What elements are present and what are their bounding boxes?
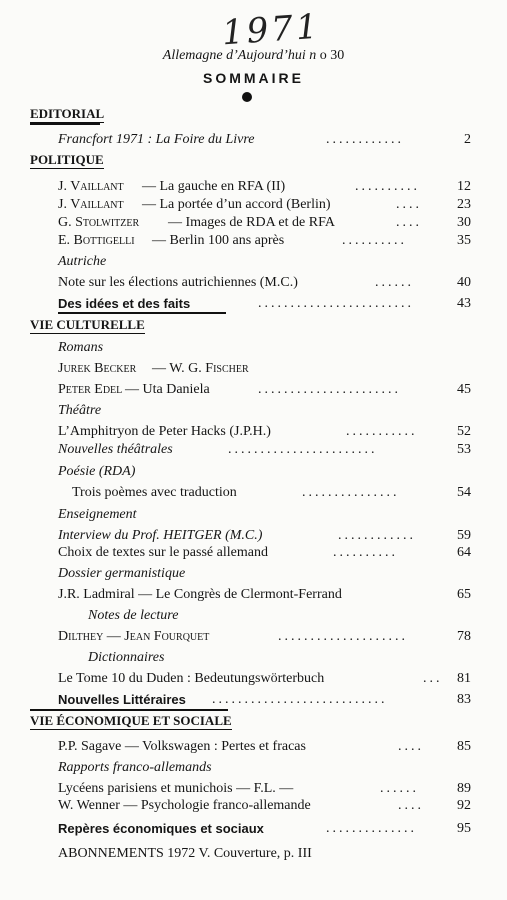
entry-leader: ......	[375, 275, 414, 290]
entry-page: 35	[457, 233, 471, 248]
entry-leader: ..........	[342, 233, 407, 248]
entry-title: — La portée d’un accord (Berlin)	[142, 197, 331, 212]
subheading-text: Dictionnaires	[88, 650, 165, 665]
toc-entry	[0, 543, 507, 563]
entry-leader: ....	[396, 197, 422, 212]
entry-leader: ...........................	[212, 692, 388, 707]
issue-line	[0, 48, 507, 64]
subheading-text: Enseignement	[58, 507, 137, 522]
section-editorial: EDITORIAL	[30, 106, 105, 121]
toc-entry	[0, 737, 507, 757]
entry-page: 64	[457, 545, 471, 560]
entry-title: Des idées et des faits	[58, 296, 191, 311]
toc-subheading	[0, 606, 507, 626]
entry-title: — W. G. Fischer	[152, 361, 249, 376]
entry-leader: ............	[338, 528, 416, 543]
toc-entry	[0, 294, 507, 314]
toc-subheading	[0, 462, 507, 482]
subheading-text: Notes de lecture	[88, 608, 179, 623]
issue-number: o 30	[319, 48, 345, 63]
entry-author: G. Stolwitzer	[58, 215, 140, 230]
toc-entry	[0, 585, 507, 605]
entry-title: L’Amphitryon de Peter Hacks (J.P.H.)	[58, 424, 271, 439]
entry-title: J.R. Ladmiral — Le Congrès de Clermont-Ferrand	[58, 587, 342, 602]
subheading-text: Dossier germanistique	[58, 566, 186, 581]
entry-author: Jurek Becker	[58, 361, 137, 376]
entry-page: 95	[457, 821, 471, 836]
entry-leader: ...............	[302, 485, 400, 500]
entry-page: 53	[457, 442, 471, 457]
entry-title: Interview du Prof. HEITGER (M.C.)	[58, 528, 263, 543]
entry-leader: ....	[398, 798, 424, 813]
entry-title: W. Wenner — Psychologie franco-allemande	[58, 798, 311, 813]
subheading-text: Rapports franco-allemands	[58, 760, 212, 775]
editorial-rule	[30, 123, 100, 125]
toc-entry	[0, 273, 507, 293]
entry-title: — Uta Daniela	[125, 382, 210, 397]
toc-entry	[0, 669, 507, 689]
toc-entry	[0, 130, 507, 150]
entry-title: Francfort 1971 : La Foire du Livre	[58, 132, 255, 147]
entry-title: Lycéens parisiens et munichois — F.L. —	[58, 781, 294, 796]
toc-entry	[0, 844, 507, 864]
entry-author: Peter Edel	[58, 382, 123, 397]
entry-page: 40	[457, 275, 471, 290]
section-rule	[30, 709, 228, 711]
entry-page: 45	[457, 382, 471, 397]
entry-title: P.P. Sagave — Volkswagen : Pertes et fracas	[58, 739, 306, 754]
subscription-note: ABONNEMENTS 1972 V. Couverture, p. III	[58, 846, 312, 861]
toc-entry	[0, 690, 507, 710]
toc-entry	[0, 231, 507, 251]
entry-page: 81	[457, 671, 471, 686]
entry-title: Repères économiques et sociaux	[58, 821, 264, 836]
section-politique: POLITIQUE	[30, 152, 104, 167]
entry-page: 43	[457, 296, 471, 311]
entry-page: 23	[457, 197, 471, 212]
entry-leader: ..........	[333, 545, 398, 560]
entry-author: J. Vaillant	[58, 197, 124, 212]
entry-page: 85	[457, 739, 471, 754]
entry-leader: ........................	[258, 296, 414, 311]
entry-page: 59	[457, 528, 471, 543]
entry-leader: ...........	[346, 424, 418, 439]
entry-page: 89	[457, 781, 471, 796]
entry-leader: ....	[398, 739, 424, 754]
entry-author: E. Bottigelli	[58, 233, 135, 248]
entry-leader: ......	[380, 781, 419, 796]
entry-leader: .......................	[228, 442, 378, 457]
entry-page: 65	[457, 587, 471, 602]
entry-title: Trois poèmes avec traduction	[72, 485, 237, 500]
entry-page: 54	[457, 485, 471, 500]
toc-entry	[0, 422, 507, 442]
entry-title: Nouvelles théâtrales	[58, 442, 173, 457]
toc-entry	[0, 440, 507, 460]
issue-text: Allemagne d’Aujourd’hui n	[162, 48, 317, 63]
section-rule	[58, 312, 226, 314]
entry-page: 52	[457, 424, 471, 439]
toc-entry	[0, 213, 507, 233]
handwritten-year: 1971	[220, 6, 322, 54]
entry-leader: ............	[326, 132, 404, 147]
toc-subheading	[0, 564, 507, 584]
entry-title: — Berlin 100 ans après	[152, 233, 285, 248]
toc-entry	[0, 380, 507, 400]
entry-title: Note sur les élections autrichiennes (M.C.)	[58, 275, 298, 290]
entry-page: 12	[457, 179, 471, 194]
entry-leader: ...	[423, 671, 443, 686]
section-vie-economique: VIE ÉCONOMIQUE ET SOCIALE	[30, 713, 232, 728]
toc-entry	[0, 796, 507, 816]
entry-leader: ..............	[326, 821, 417, 836]
subheading-text: Romans	[58, 340, 104, 355]
entry-page: 30	[457, 215, 471, 230]
subheading-text: Poésie (RDA)	[58, 464, 136, 479]
entry-page: 2	[464, 132, 471, 147]
toc-subheading	[0, 505, 507, 525]
entry-leader: ....	[396, 215, 422, 230]
entry-page: 78	[457, 629, 471, 644]
toc-subheading	[0, 758, 507, 778]
subheading-text: Autriche	[58, 254, 107, 269]
toc-subheading	[0, 401, 507, 421]
toc-entry	[0, 177, 507, 197]
toc-subheading	[0, 648, 507, 668]
toc-entry	[0, 359, 507, 379]
entry-leader: ......................	[258, 382, 401, 397]
entry-page: 83	[457, 692, 471, 707]
title-bullet	[242, 92, 252, 102]
entry-title: Nouvelles Littéraires	[58, 692, 186, 707]
toc-entry	[0, 483, 507, 503]
toc-entry	[0, 627, 507, 647]
subheading-text: Théâtre	[58, 403, 102, 418]
entry-title: Dilthey — Jean Fourquet	[58, 629, 210, 644]
toc-subheading	[0, 252, 507, 272]
entry-title: — Images de RDA et de RFA	[168, 215, 335, 230]
toc-subheading	[0, 338, 507, 358]
entry-leader: ....................	[278, 629, 408, 644]
toc-entry	[0, 819, 507, 839]
page-title: SOMMAIRE	[203, 70, 304, 86]
entry-title: Le Tome 10 du Duden : Bedeutungswörterbuch	[58, 671, 325, 686]
entry-leader: ..........	[355, 179, 420, 194]
entry-title: Choix de textes sur le passé allemand	[58, 545, 268, 560]
section-vie-culturelle: VIE CULTURELLE	[30, 317, 145, 332]
entry-page: 92	[457, 798, 471, 813]
entry-title: — La gauche en RFA (II)	[142, 179, 286, 194]
toc-entry	[0, 195, 507, 215]
entry-author: J. Vaillant	[58, 179, 124, 194]
